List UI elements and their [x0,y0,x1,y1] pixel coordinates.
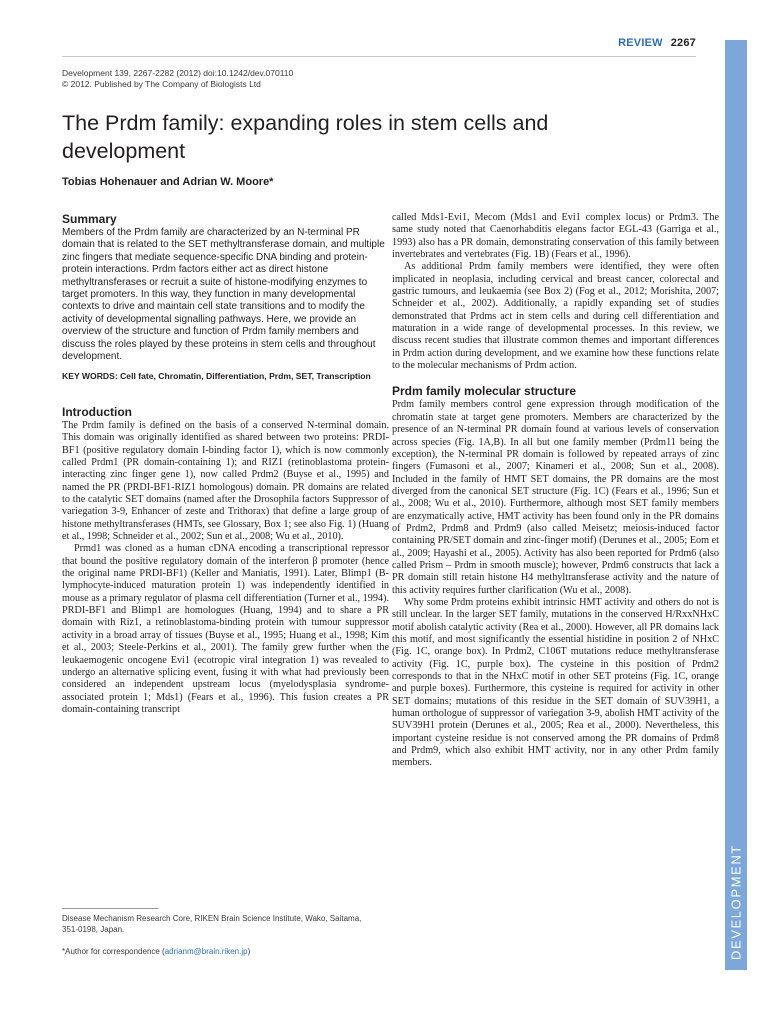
body-paragraph: called Mds1-Evi1, Mecom (Mds1 and Evi1 complex locus) or Prdm3. The same study noted that Caenorhabditis elegans factor EGL-43 (Garriga et al., 1993) also has a PR domain, demonstrating conservation of this family between invertebrates and vertebrates (Fig. 1B) (Fears et al., 1996). [392,212,719,261]
page-number: 2267 [670,37,696,49]
body-paragraph: As additional Prdm family members were identified, they were often implicated in neoplasia, including cervical and breast cancer, colorectal and gastric tumours, and leukaemia (see Box 2) (Fog et al., 2012; Morishita, 2007; Schneider et al., 2002). Additionally, a rapidly expanding set of studies demonstrated that Prdms act in stem cells and during cell differentiation and maturation in a wide range of developmental processes. In this review, we discuss recent studies that illustrate common themes and important differences in Prdm action during development, and we examine how these functions relate to the molecular mechanisms of Prdm action. [392,261,719,372]
email-link[interactable]: adrianm@brain.riken.jp [164,947,248,956]
article-title: The Prdm family: expanding roles in stem cells and development [62,111,549,163]
summary-heading: Summary [62,212,117,226]
introduction-paragraph: Prmd1 was cloned as a human cDNA encoding a transcriptional repressor that bound the positive regulatory domain of the interferon β promoter (hence the original name PRDI-BF1) (Keller and Maniatis, 1991). Later, Blimp1 (B-lymphocyte-induced maturation protein 1) was independently identified in mouse as a primary regulator of plasma cell differentiation (Turner et al., 1994). PRDI-BF1 and Blimp1 are homologues (Huang, 1994) and to share a PR domain with Riz1, a retinoblastoma-binding protein with tumour suppressor activity in a broad array of tissues (Buyse et al., 1995; Huang et al., 1998; Kim et al., 2003; Steele-Perkins et al., 2001). The family grew further when the leukaemogenic oncogene Evi1 (ecotropic viral integration 1) was revealed to undergo an alternative splicing event, fusing it with what had previously been considered an independent upstream locus (myelodysplasia syndrome-associated protein 1; Mds1) (Fears et al., 1996). This fusion creates a PR domain-containing transcript [62,543,389,715]
running-header [618,37,696,49]
summary-text: Members of the Prdm family are characterized by an N-terminal PR domain that is related to the SET methyltransferase domain, and multiple zinc fingers that mediate sequence-specific DNA binding and protein-protein interactions. Prdm factors either act as direct histone methyltransferases or recruit a suite of histone-modifying enzymes to target promoters. In this way, they function in many developmental contexts to drive and maintain cell state transitions and to modify the activity of developmental signalling pathways. Here, we provide an overview of the structure and function of Prdm family members and discuss the roles played by these proteins in stem cells and throughout development. [62,227,385,363]
correspondence-footnote [62,946,362,957]
body-paragraph: Why some Prdm proteins exhibit intrinsic HMT activity and others do not is still unclear. In the larger SET family, mutations in the conserved H/RxxNHxC motif abolish catalytic activity (Rea et al., 2000). However, all PR domains lack this motif, and most significantly the essential histidine in position 2 of NHxC (Fig. 1C, orange box). In Prdm2, C106T mutations reduce methyltransferase activity (Fig. 1C, purple box). The cysteine in this position of Prdm2 corresponds to that in the NHxC motif in other SET proteins (Fig. 1C, orange and purple boxes). Furthermore, this cysteine is required for activity in other SET domains; mutations of this residue in the SET domain of SUV39H1, a human orthologue of suppressor of variegation 3-9, abolish HMT activity of the SUV39H1 protein (Derunes et al., 2005; Rea et al., 2000). Nevertheless, this important cysteine residue is not conserved among the PR domains of Prdm8 and Prdm9, which also exhibit HMT activity, nor in any other Prdm family members. [392,596,719,769]
introduction-paragraph: The Prdm family is defined on the basis of a conserved N-terminal domain. This domain was originally identified as shared between two proteins: PRDI-BF1 (positive regulatory domain I-binding factor 1), which is now commonly called Prdm1 (PR domain-containing 1); and RIZ1 (retinoblastoma protein-interacting zinc finger gene 1), now called Prdm2 (Buyse et al., 1995) and named the PR (PRDI-BF1-RIZ1 homologous) domain. PR domains are related to the catalytic SET domains (named after the Drosophila factors Suppressor of variegation 3-9, Enhancer of zeste and Trithorax) that define a large group of histone methyltransferases (HMTs, see Glossary, Box 1; see also Fig. 1) (Huang et al., 1998; Schneider et al., 2002; Sun et al., 2008; Wu et al., 2010). [62,419,389,543]
citation-line: Development 139, 2267-2282 (2012) doi:10.1242/dev.070110 [62,68,294,78]
article-authors: Tobias Hohenauer and Adrian W. Moore* [62,176,274,188]
correspondence-prefix: *Author for correspondence ( [62,947,165,956]
keywords: KEY WORDS: Cell fate, Chromatin, Differentiation, Prdm, SET, Transcription [62,371,371,382]
left-column [62,212,389,716]
section-heading: Prdm family molecular structure [392,384,577,399]
right-column [392,212,719,770]
copyright-line: © 2012. Published by The Company of Biologists Ltd [62,79,261,89]
correspondence-suffix: ) [247,947,251,956]
section-label: REVIEW [618,37,663,49]
header-divider [62,56,696,57]
journal-sidebar-label: DEVELOPMENT [728,844,744,960]
affiliation-footnote: Disease Mechanism Research Core, RIKEN Brain Science Institute, Wako, Saitama, 351-0198, Japan. [62,914,362,934]
body-paragraph: Prdm family members control gene expression through modification of the chromatin state at target gene promoters. Members are characterized by the presence of an N-terminal PR domain found at various levels of conservation across species (Fig. 1A,B). In all but one family member (Prdm11 being the exception), the N-terminal PR domain is followed by repeated arrays of zinc fingers (Fumasoni et al., 2007; Kinameri et al., 2008; Sun et al., 2008). Included in the family of HMT SET domains, the PR domains are the most diverged from the canonical SET structure (Fig. 1C) (Fears et al., 1996; Sun et al., 2008; Wu et al., 2010). Furthermore, although most SET family members are enzymatically active, HMT activity has been found only in the PR domains of Prdm2, Prdm8 and Prdm9 (also called Meisetz; meiosis-induced factor containing PR/SET domain and zinc-finger motif) (Derunes et al., 2005; Eom et al., 2009; Hayashi et al., 2005). Activity has also been reported for Prdm6 (also called Prism – Prdm in smooth muscle); however, Prdm6 constructs that lack a PR domain still retain histone H4 methyltransferase activity and the nature of this activity requires further clarification (Wu et al., 2008). [392,399,719,596]
citation-block [62,68,293,90]
footnote-divider [62,908,158,909]
introduction-heading: Introduction [62,404,132,419]
